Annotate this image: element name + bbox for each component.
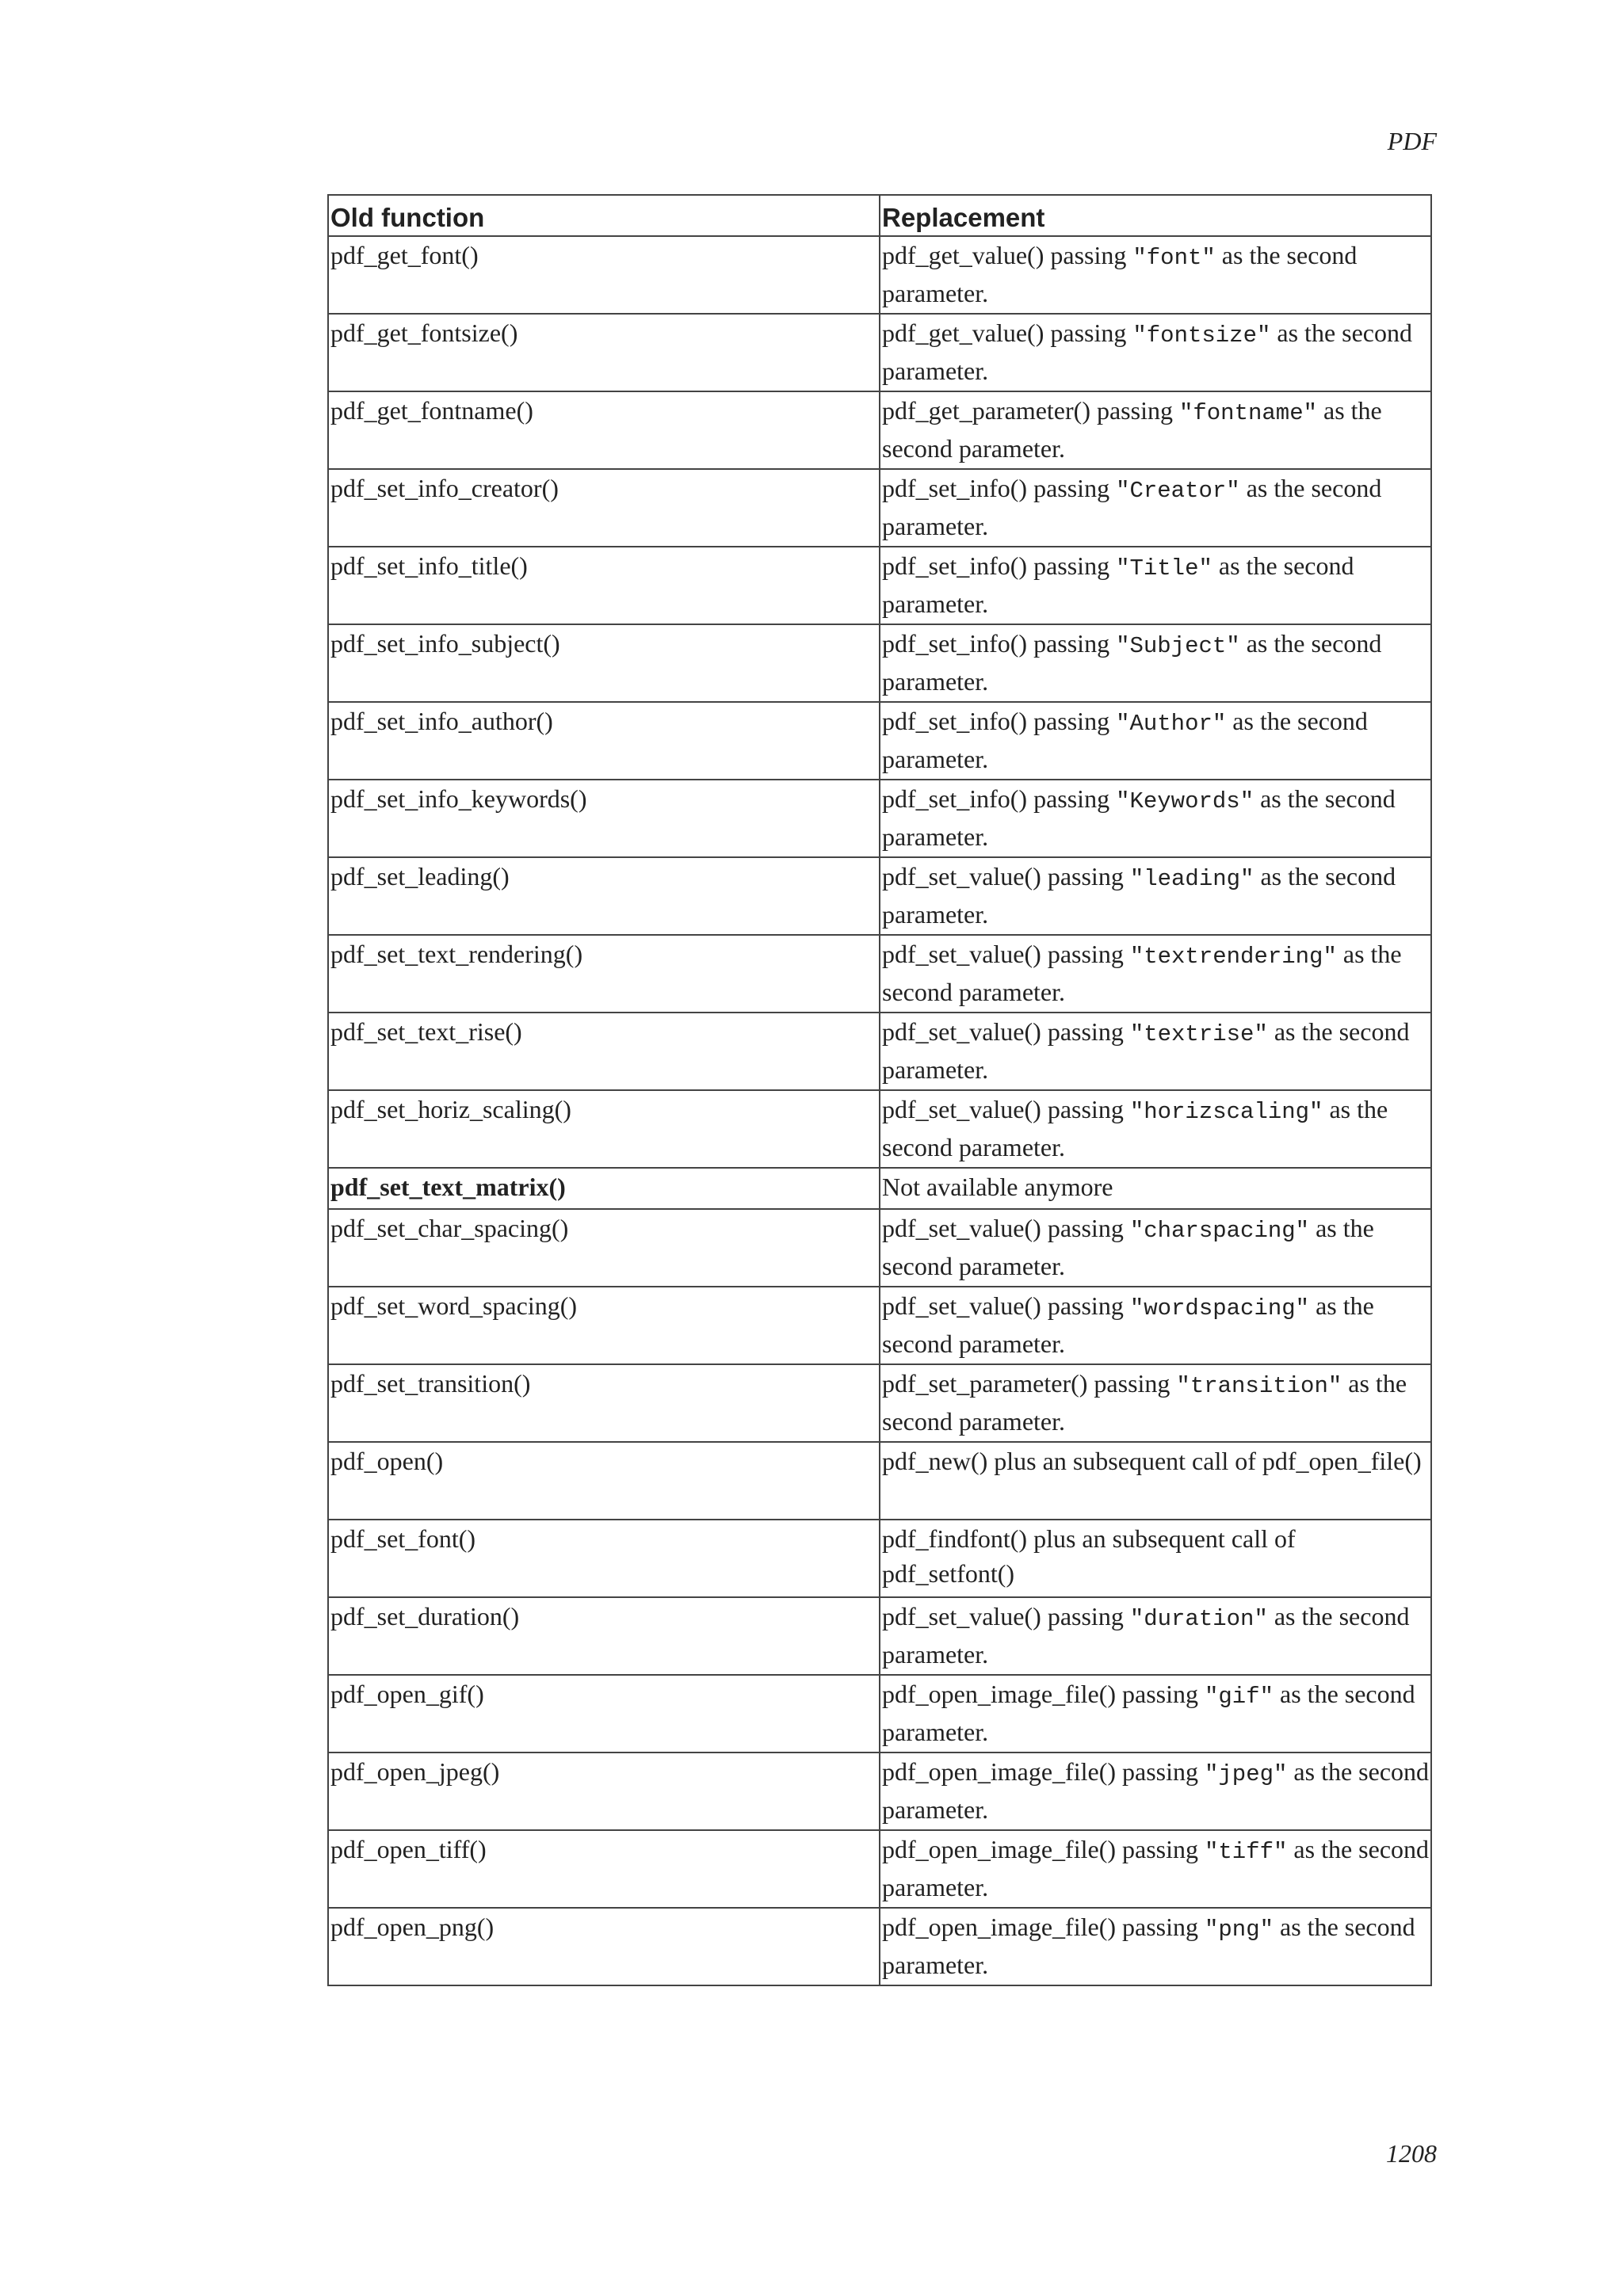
replacement-text: pdf_set_value() passing xyxy=(882,940,1130,968)
old-function-cell: pdf_open() xyxy=(328,1442,880,1520)
replacement-text-suffix: as the second parameter. xyxy=(882,1757,1430,1824)
old-function-cell: pdf_set_char_spacing() xyxy=(328,1209,880,1287)
parameter-literal: "Creator" xyxy=(1116,478,1240,504)
table-body xyxy=(328,236,1431,1985)
old-function-cell: pdf_open_png() xyxy=(328,1908,880,1985)
table-row xyxy=(328,1209,1431,1287)
table-row xyxy=(328,1442,1431,1520)
replacement-text: pdf_open_image_file() passing xyxy=(882,1913,1205,1941)
parameter-literal: "tiff" xyxy=(1205,1839,1288,1865)
replacement-text-suffix: as the second parameter. xyxy=(882,474,1382,540)
table-row xyxy=(328,391,1431,469)
replacement-text: pdf_set_info() passing xyxy=(882,784,1117,813)
replacement-text-suffix: as the second parameter. xyxy=(882,1095,1388,1161)
old-function-cell: pdf_set_info_creator() xyxy=(328,469,880,547)
old-function-cell: pdf_set_info_keywords() xyxy=(328,780,880,857)
replacement-cell xyxy=(880,1442,1431,1520)
replacement-cell xyxy=(880,1013,1431,1090)
replacement-text-suffix: as the second parameter. xyxy=(882,862,1396,929)
replacement-text-suffix: as the second parameter. xyxy=(882,1602,1410,1669)
parameter-literal: "wordspacing" xyxy=(1129,1295,1310,1322)
old-function-cell: pdf_get_font() xyxy=(328,236,880,314)
replacement-cell xyxy=(880,624,1431,702)
replacement-text: pdf_set_info() passing xyxy=(882,629,1117,658)
old-function-cell: pdf_get_fontname() xyxy=(328,391,880,469)
table-row xyxy=(328,1520,1431,1597)
replacement-text: pdf_set_value() passing xyxy=(882,1214,1130,1242)
replacement-text-suffix: as the second parameter. xyxy=(882,551,1354,618)
table-row xyxy=(328,702,1431,780)
replacement-cell xyxy=(880,391,1431,469)
parameter-literal: "Title" xyxy=(1116,555,1212,582)
replacement-cell xyxy=(880,1287,1431,1364)
parameter-literal: "charspacing" xyxy=(1129,1218,1310,1244)
replacement-text: Not available anymore xyxy=(882,1173,1113,1201)
replacement-cell xyxy=(880,1675,1431,1753)
replacement-text: pdf_set_info() passing xyxy=(882,707,1117,735)
replacement-text-suffix: as the second parameter. xyxy=(882,940,1402,1006)
replacement-text-suffix: as the second parameter. xyxy=(882,784,1396,851)
table-row xyxy=(328,1168,1431,1209)
parameter-literal: "textrise" xyxy=(1129,1021,1268,1047)
replacement-cell xyxy=(880,547,1431,624)
replacement-text-suffix: as the second parameter. xyxy=(882,318,1412,385)
parameter-literal: "Author" xyxy=(1116,711,1227,737)
old-function-cell: pdf_set_font() xyxy=(328,1520,880,1597)
parameter-literal: "Keywords" xyxy=(1116,788,1254,814)
replacement-text: pdf_set_info() passing xyxy=(882,474,1117,502)
replacement-cell xyxy=(880,236,1431,314)
replacement-text: pdf_set_value() passing xyxy=(882,1602,1130,1630)
parameter-literal: "png" xyxy=(1205,1917,1274,1943)
table-row xyxy=(328,1597,1431,1675)
table-row xyxy=(328,1830,1431,1908)
replacement-cell xyxy=(880,1209,1431,1287)
replacement-cell xyxy=(880,469,1431,547)
old-function-cell: pdf_set_transition() xyxy=(328,1364,880,1442)
parameter-literal: "gif" xyxy=(1205,1684,1274,1710)
old-function-cell: pdf_open_tiff() xyxy=(328,1830,880,1908)
replacement-text: pdf_open_image_file() passing xyxy=(882,1835,1205,1863)
table-row xyxy=(328,935,1431,1013)
parameter-literal: "Subject" xyxy=(1116,633,1240,659)
table-row xyxy=(328,780,1431,857)
parameter-literal: "transition" xyxy=(1176,1373,1342,1399)
table-row xyxy=(328,469,1431,547)
old-function-cell: pdf_set_info_author() xyxy=(328,702,880,780)
replacement-text-suffix: as the second parameter. xyxy=(882,241,1358,307)
replacement-text-suffix: as the second parameter. xyxy=(882,1291,1374,1358)
replacement-cell xyxy=(880,1168,1431,1209)
old-function-cell: pdf_set_info_title() xyxy=(328,547,880,624)
table-row xyxy=(328,1287,1431,1364)
parameter-literal: "jpeg" xyxy=(1205,1761,1288,1787)
replacement-cell xyxy=(880,1597,1431,1675)
replacement-text-suffix: as the second parameter. xyxy=(882,1369,1407,1436)
replacement-text: pdf_new() plus an subsequent call of pdf_open_file() xyxy=(882,1447,1422,1475)
replacement-text: pdf_set_value() passing xyxy=(882,1017,1130,1046)
replacement-cell xyxy=(880,1520,1431,1597)
replacement-text: pdf_set_value() passing xyxy=(882,862,1130,891)
old-function-cell: pdf_open_jpeg() xyxy=(328,1753,880,1830)
running-header: PDF xyxy=(1387,127,1437,155)
old-function-cell: pdf_set_info_subject() xyxy=(328,624,880,702)
old-function-cell: pdf_set_text_matrix() xyxy=(328,1168,880,1209)
parameter-literal: "fontsize" xyxy=(1132,322,1271,349)
function-replacement-table xyxy=(327,194,1432,1986)
table-row xyxy=(328,624,1431,702)
replacement-text-suffix: as the second parameter. xyxy=(882,396,1382,463)
replacement-text-suffix: as the second parameter. xyxy=(882,1214,1374,1280)
parameter-literal: "leading" xyxy=(1129,866,1254,892)
table-row xyxy=(328,314,1431,391)
replacement-cell xyxy=(880,935,1431,1013)
replacement-text: pdf_open_image_file() passing xyxy=(882,1757,1205,1786)
table-row xyxy=(328,1364,1431,1442)
replacement-text-suffix: as the second parameter. xyxy=(882,1913,1415,1979)
old-function-cell: pdf_set_horiz_scaling() xyxy=(328,1090,880,1168)
replacement-cell xyxy=(880,857,1431,935)
old-function-cell: pdf_set_word_spacing() xyxy=(328,1287,880,1364)
replacement-cell xyxy=(880,1364,1431,1442)
replacement-text-suffix: as the second parameter. xyxy=(882,1835,1430,1901)
parameter-literal: "textrendering" xyxy=(1129,944,1337,970)
column-header-replacement: Replacement xyxy=(880,195,1431,236)
replacement-cell xyxy=(880,780,1431,857)
table-row xyxy=(328,1908,1431,1985)
replacement-text-suffix: as the second parameter. xyxy=(882,629,1382,696)
parameter-literal: "duration" xyxy=(1129,1606,1268,1632)
old-function-cell: pdf_set_duration() xyxy=(328,1597,880,1675)
table-row xyxy=(328,236,1431,314)
old-function-cell: pdf_open_gif() xyxy=(328,1675,880,1753)
replacement-cell xyxy=(880,1908,1431,1985)
table-row xyxy=(328,857,1431,935)
table-row xyxy=(328,1753,1431,1830)
table-row xyxy=(328,1675,1431,1753)
replacement-text: pdf_set_parameter() passing xyxy=(882,1369,1177,1398)
replacement-cell xyxy=(880,1753,1431,1830)
table-row xyxy=(328,1013,1431,1090)
parameter-literal: "fontname" xyxy=(1178,400,1317,426)
replacement-text: pdf_set_value() passing xyxy=(882,1095,1130,1123)
old-function-cell: pdf_set_text_rendering() xyxy=(328,935,880,1013)
replacement-text: pdf_findfont() plus an subsequent call of pdf_setfont() xyxy=(882,1524,1296,1588)
replacement-cell xyxy=(880,1090,1431,1168)
replacement-text-suffix: as the second parameter. xyxy=(882,707,1368,773)
table-header-row xyxy=(328,195,1431,236)
replacement-text-suffix: as the second parameter. xyxy=(882,1680,1415,1746)
old-function-cell: pdf_set_text_rise() xyxy=(328,1013,880,1090)
old-function-cell: pdf_set_leading() xyxy=(328,857,880,935)
replacement-text: pdf_get_value() passing xyxy=(882,241,1133,269)
replacement-text: pdf_get_value() passing xyxy=(882,318,1133,347)
column-header-old-function: Old function xyxy=(328,195,880,236)
parameter-literal: "font" xyxy=(1132,245,1216,271)
replacement-text-suffix: as the second parameter. xyxy=(882,1017,1410,1084)
table-row xyxy=(328,1090,1431,1168)
replacement-text: pdf_set_value() passing xyxy=(882,1291,1130,1320)
replacement-cell xyxy=(880,1830,1431,1908)
replacement-text: pdf_set_info() passing xyxy=(882,551,1117,580)
old-function-cell: pdf_get_fontsize() xyxy=(328,314,880,391)
replacement-text: pdf_get_parameter() passing xyxy=(882,396,1179,425)
replacement-cell xyxy=(880,314,1431,391)
replacement-text: pdf_open_image_file() passing xyxy=(882,1680,1205,1708)
replacement-cell xyxy=(880,702,1431,780)
page-number: 1208 xyxy=(1386,2139,1437,2168)
table-row xyxy=(328,547,1431,624)
parameter-literal: "horizscaling" xyxy=(1129,1099,1323,1125)
